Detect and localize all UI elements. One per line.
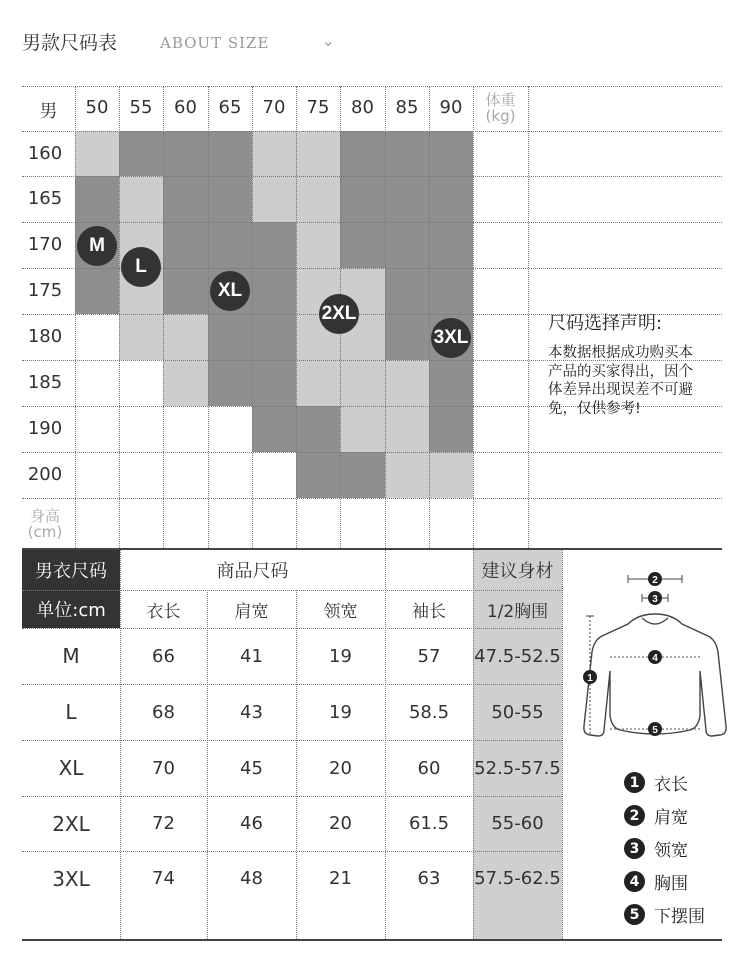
- legend-label: 下摆围: [654, 907, 705, 927]
- weight-label: 70: [262, 97, 286, 118]
- notice-text: 本数据根据成功购买本产品的买家得出，因个体差异出现误差不可避免，仅供参考!: [548, 345, 693, 417]
- table-value: 66: [152, 645, 175, 667]
- grid-line: [252, 86, 253, 548]
- svg-text:3: 3: [652, 594, 658, 605]
- grid-cell: [163, 131, 208, 176]
- grid-cell: [252, 314, 296, 360]
- table-line: [22, 628, 562, 629]
- suggest-header: 建议身材: [481, 561, 554, 582]
- size-badge-xl: XL: [210, 271, 250, 311]
- grid-cell: [252, 131, 296, 176]
- size-badge-2xl: 2XL: [319, 294, 359, 334]
- size-badge-l: L: [121, 247, 161, 287]
- grid-cell: [296, 176, 340, 222]
- grid-cell: [385, 314, 429, 360]
- grid-cell: [119, 131, 163, 176]
- grid-line: [119, 86, 120, 548]
- grid-cell: [385, 360, 429, 406]
- grid-cell: [208, 222, 252, 268]
- table-line: [473, 550, 474, 939]
- grid-line: [22, 176, 722, 177]
- size-label: 3XL: [52, 866, 90, 891]
- table-line: [22, 796, 562, 797]
- marker-4-icon: [648, 650, 662, 664]
- grid-cell: [163, 268, 208, 314]
- table-value: 20: [329, 757, 352, 779]
- grid-cell: [385, 452, 429, 498]
- grid-cell: [429, 268, 473, 314]
- legend-item: [624, 902, 705, 927]
- svg-text:4: 4: [652, 653, 658, 664]
- grid-cell: [163, 314, 208, 360]
- grid-cell: [119, 314, 163, 360]
- column-header: 袖长: [412, 601, 446, 622]
- table-corner-top: 男衣尺码: [22, 550, 120, 590]
- height-label: 165: [27, 188, 63, 209]
- size-label: L: [65, 700, 77, 724]
- table-line: [22, 684, 562, 685]
- grid-cell: [340, 406, 385, 452]
- table-line: [120, 550, 121, 939]
- grid-line: [163, 86, 164, 548]
- table-line: [207, 590, 208, 939]
- grid-cell: [385, 268, 429, 314]
- size-label: M: [62, 644, 80, 668]
- legend-item: [624, 836, 688, 861]
- weight-unit-label: (kg): [485, 107, 516, 125]
- table-value: 70: [152, 757, 175, 779]
- marker-1-icon: [583, 670, 597, 684]
- weight-label: 60: [174, 97, 197, 118]
- svg-text:2: 2: [652, 575, 658, 586]
- table-line: [296, 590, 297, 939]
- grid-cell: [119, 176, 163, 222]
- grid-cell: [208, 131, 252, 176]
- table-value: 19: [329, 701, 352, 723]
- grid-line: [208, 86, 209, 548]
- number-1-icon: 1: [624, 772, 645, 793]
- grid-cell: [252, 222, 296, 268]
- table-value: 48: [240, 868, 263, 889]
- chevron-down-icon[interactable]: ⌄: [322, 32, 335, 50]
- grid-cell: [296, 360, 340, 406]
- page-subtitle: ABOUT SIZE: [160, 34, 270, 52]
- size-badge-m: M: [77, 226, 117, 266]
- grid-line: [473, 86, 474, 548]
- size-badge-3xl: 3XL: [431, 318, 471, 358]
- column-header: 1/2胸围: [486, 601, 549, 622]
- height-label: 200: [27, 464, 63, 485]
- grid-line: [296, 86, 297, 548]
- size-label: 2XL: [52, 811, 90, 836]
- table-value: 47.5-52.5: [474, 645, 561, 667]
- table-value: 45: [240, 757, 263, 779]
- grid-cell: [296, 452, 340, 498]
- grid-cell: [340, 131, 385, 176]
- height-unit-label: 身高: [29, 507, 60, 525]
- height-label: 160: [27, 143, 63, 164]
- grid-cell: [163, 360, 208, 406]
- table-line: [385, 550, 386, 939]
- grid-cell: [252, 268, 296, 314]
- weight-label: 85: [395, 97, 419, 118]
- table-value: 52.5-57.5: [474, 757, 561, 779]
- weight-unit-label: 体重: [485, 91, 516, 109]
- grid-cell: [340, 176, 385, 222]
- height-label: 190: [27, 418, 63, 439]
- grid-line: [22, 222, 722, 223]
- size-label: XL: [58, 756, 84, 780]
- grid-cell: [429, 131, 473, 176]
- table-value: 19: [329, 645, 352, 667]
- grid-line: [22, 498, 722, 499]
- grid-corner-label: 男: [39, 101, 58, 122]
- grid-line: [385, 86, 386, 548]
- table-value: 60: [417, 757, 441, 779]
- grid-cell: [385, 406, 429, 452]
- height-unit-label: (cm): [27, 523, 63, 541]
- svg-text:5: 5: [652, 725, 658, 736]
- height-label: 170: [27, 234, 63, 255]
- grid-cell: [75, 268, 119, 314]
- table-value: 46: [240, 813, 263, 834]
- table-value: 63: [417, 868, 441, 889]
- table-value: 68: [152, 701, 175, 723]
- grid-cell: [385, 131, 429, 176]
- grid-cell: [163, 176, 208, 222]
- weight-label: 90: [439, 97, 463, 118]
- grid-cell: [429, 406, 473, 452]
- marker-3-icon: [648, 591, 662, 605]
- table-value: 61.5: [408, 813, 450, 834]
- notice-title: 尺码选择声明:: [548, 313, 663, 334]
- grid-cell: [429, 452, 473, 498]
- weight-label: 50: [85, 97, 109, 118]
- group-header: 商品尺码: [216, 561, 289, 582]
- table-bottom-border: [22, 939, 722, 941]
- number-5-icon: 5: [624, 904, 645, 925]
- table-line: [22, 740, 562, 741]
- grid-cell: [252, 176, 296, 222]
- grid-cell: [208, 314, 252, 360]
- table-value: 74: [152, 868, 175, 889]
- table-line: [22, 590, 562, 591]
- grid-cell: [340, 452, 385, 498]
- grid-cell: [385, 176, 429, 222]
- column-header: 衣长: [146, 601, 181, 622]
- legend-label: 胸围: [654, 874, 688, 894]
- grid-line: [528, 86, 529, 548]
- marker-5-icon: [648, 722, 662, 736]
- height-label: 185: [27, 372, 63, 393]
- table-value: 20: [329, 813, 352, 834]
- grid-cell: [429, 176, 473, 222]
- legend-item: [624, 869, 688, 894]
- grid-cell: [163, 222, 208, 268]
- legend-label: 肩宽: [654, 808, 688, 828]
- grid-cell: [296, 222, 340, 268]
- grid-line: [22, 131, 722, 132]
- weight-label: 55: [129, 97, 153, 118]
- legend-item: [624, 770, 688, 795]
- grid-cell: [385, 222, 429, 268]
- table-value: 57: [417, 645, 441, 667]
- weight-label: 75: [306, 97, 330, 118]
- grid-line: [22, 452, 722, 453]
- height-label: 180: [27, 326, 63, 347]
- number-3-icon: 3: [624, 838, 645, 859]
- grid-cell: [340, 222, 385, 268]
- column-header: 肩宽: [234, 601, 269, 622]
- table-value: 55-60: [491, 813, 544, 834]
- table-value: 41: [240, 645, 263, 667]
- table-value: 58.5: [408, 701, 450, 723]
- legend-label: 领宽: [654, 841, 688, 861]
- grid-cell: [252, 360, 296, 406]
- table-value: 50-55: [491, 701, 544, 723]
- table-value: 57.5-62.5: [474, 868, 561, 889]
- table-line: [22, 851, 562, 852]
- grid-cell: [340, 360, 385, 406]
- legend-item: [624, 803, 688, 828]
- weight-label: 65: [218, 97, 242, 118]
- grid-line: [75, 86, 76, 548]
- number-2-icon: 2: [624, 805, 645, 826]
- legend-label: 衣长: [654, 775, 688, 795]
- svg-text:1: 1: [587, 673, 593, 684]
- grid-cell: [296, 131, 340, 176]
- grid-cell: [252, 406, 296, 452]
- grid-cell: [75, 131, 119, 176]
- grid-line: [429, 86, 430, 548]
- column-header: 领宽: [323, 601, 358, 622]
- weight-label: 80: [351, 97, 374, 118]
- grid-cell: [208, 360, 252, 406]
- table-corner-bottom: 单位:cm: [22, 590, 120, 628]
- grid-line: [22, 86, 722, 87]
- grid-cell: [75, 176, 119, 222]
- height-label: 175: [27, 280, 63, 301]
- table-value: 43: [240, 701, 263, 723]
- grid-cell: [296, 406, 340, 452]
- shirt-measurement-diagram: [580, 566, 730, 746]
- page-title: 男款尺码表: [22, 32, 118, 54]
- grid-cell: [208, 176, 252, 222]
- table-line: [562, 550, 563, 939]
- grid-cell: [429, 360, 473, 406]
- number-4-icon: 4: [624, 871, 645, 892]
- marker-2-icon: [648, 572, 662, 586]
- grid-cell: [429, 222, 473, 268]
- table-value: 21: [329, 868, 352, 889]
- table-value: 72: [152, 813, 175, 834]
